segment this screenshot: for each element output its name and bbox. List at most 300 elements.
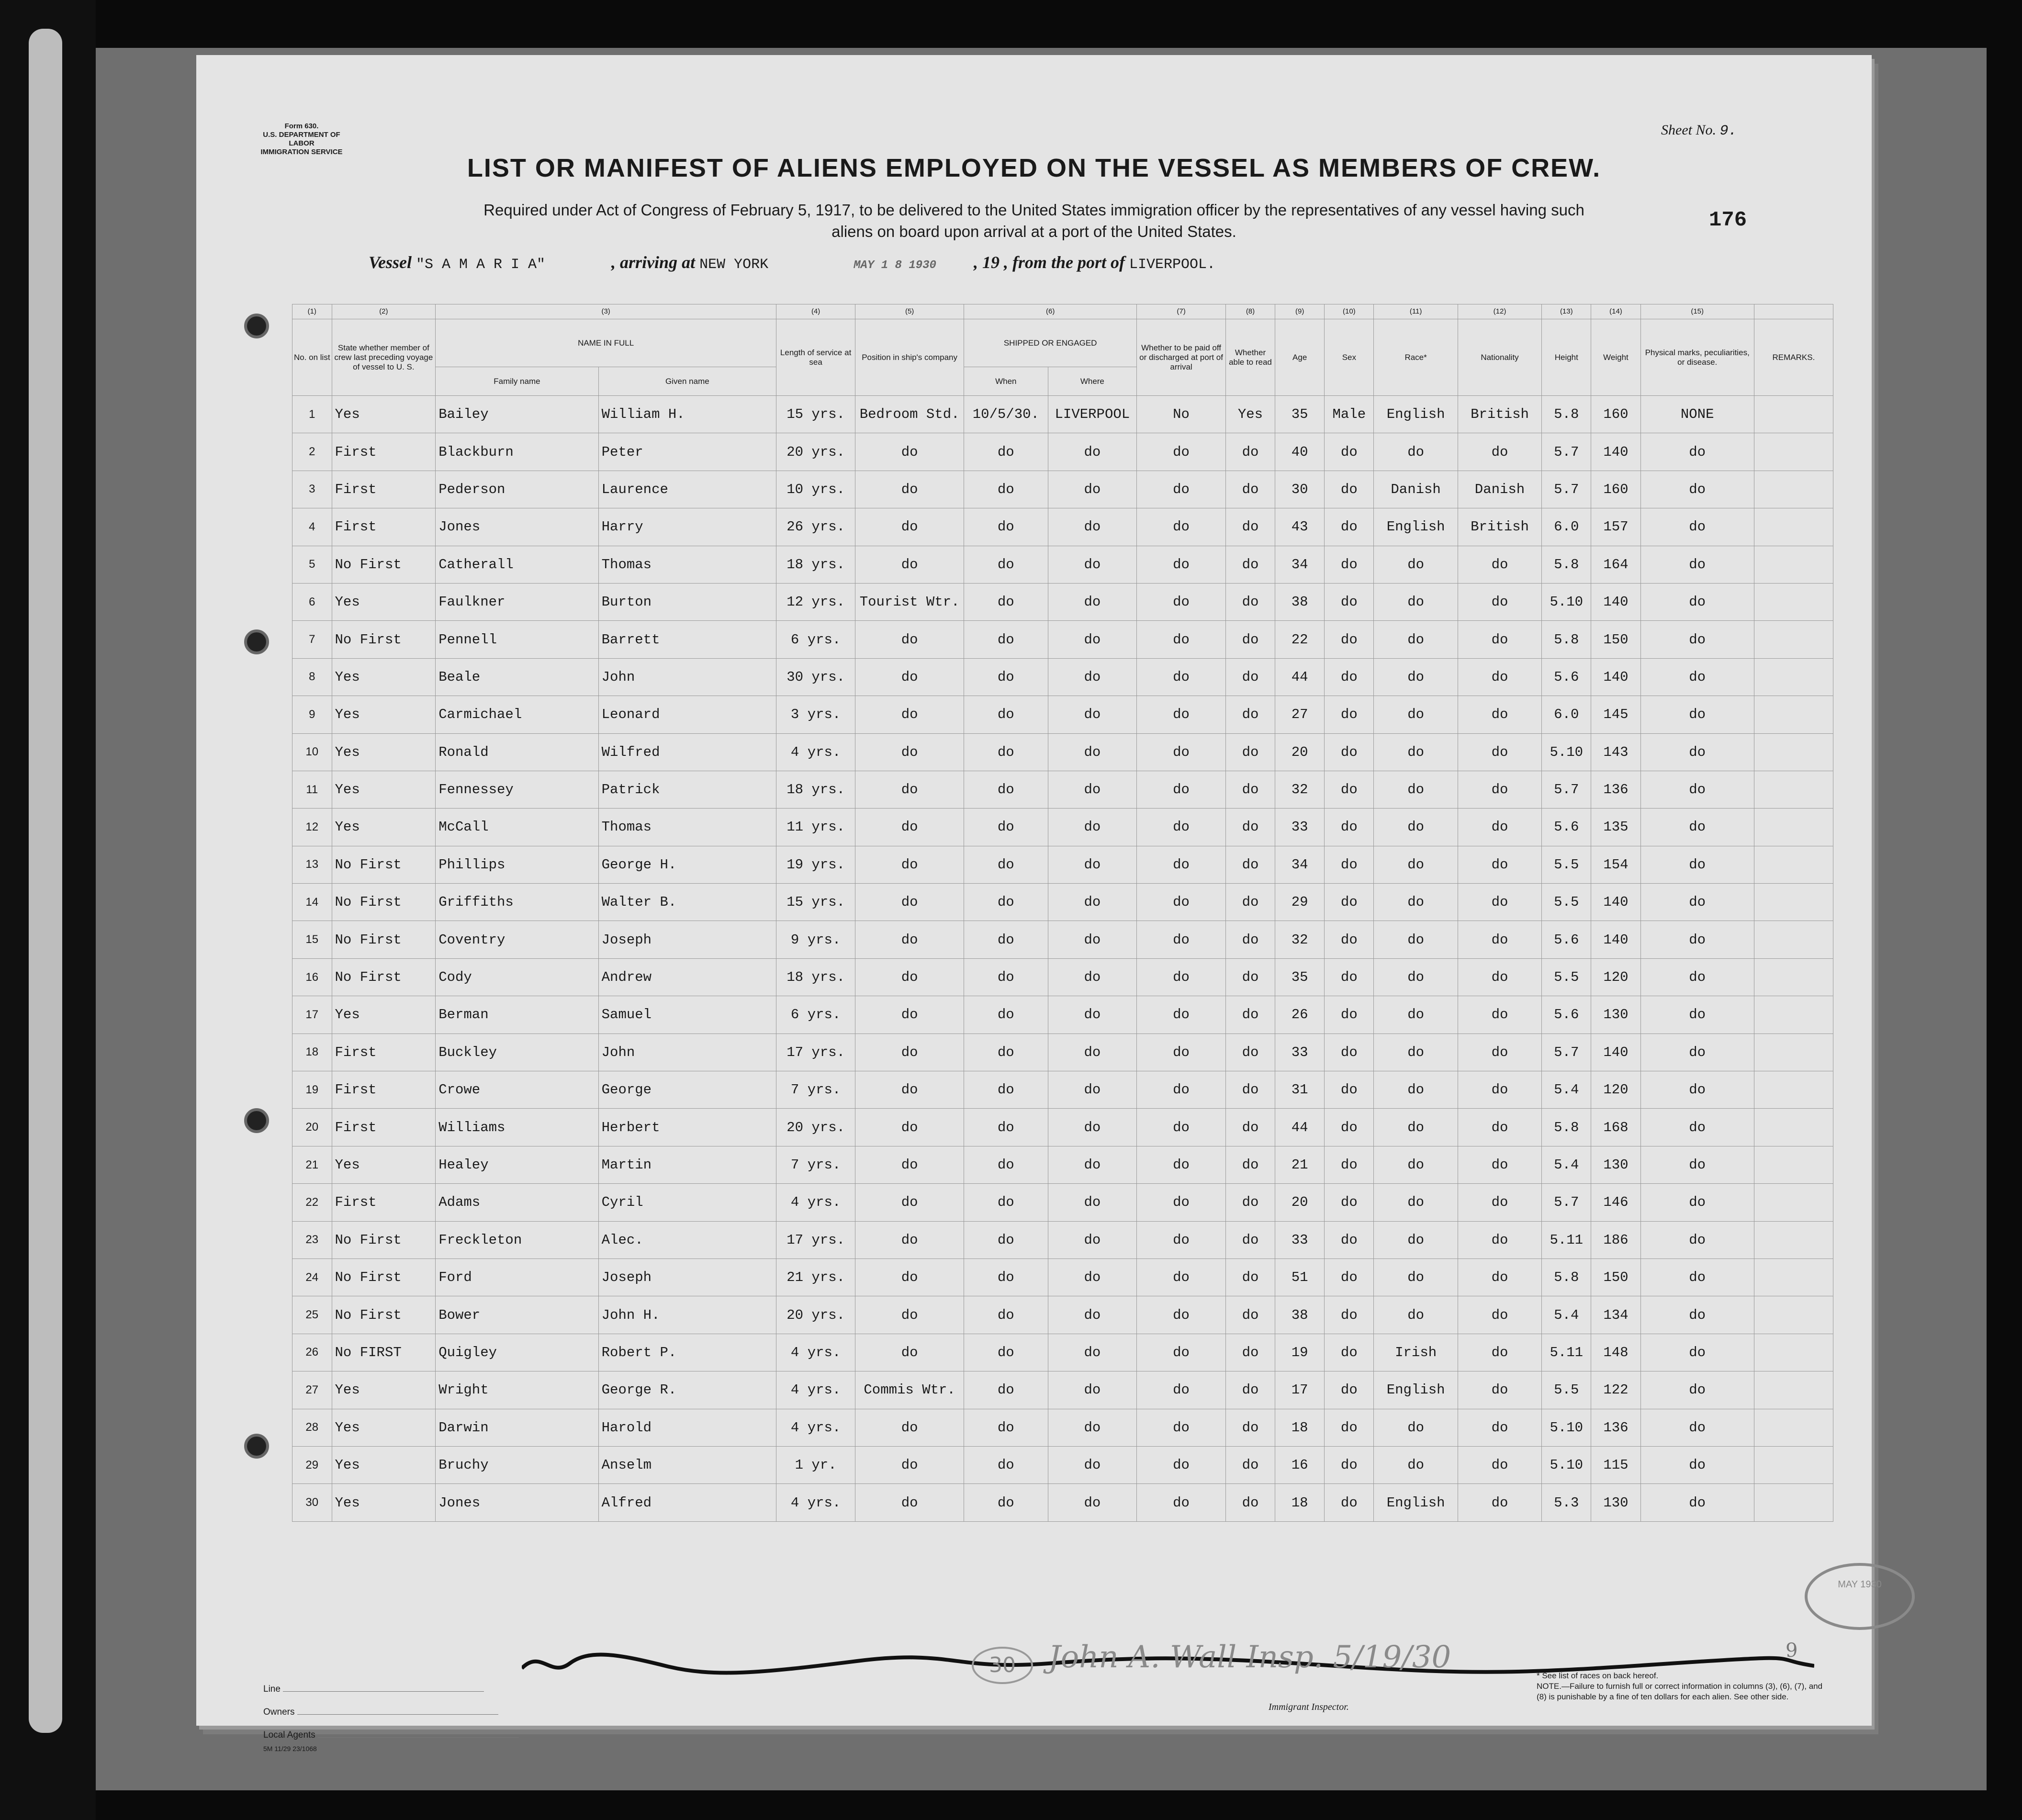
table-row (292, 1146, 1833, 1183)
cell-state: First (332, 1071, 436, 1109)
cell-when: 10/5/30. (964, 396, 1048, 433)
cell-nat: do (1458, 658, 1541, 696)
cell-nat: do (1458, 771, 1541, 808)
cell-length: 17 yrs. (776, 1221, 855, 1258)
col-num: (7) (1137, 304, 1226, 319)
cell-family: McCall (436, 809, 598, 846)
cell-read: do (1225, 1258, 1275, 1296)
cell-paid: do (1137, 583, 1226, 620)
table-row (292, 1034, 1833, 1071)
cell-no: 15 (292, 921, 332, 958)
form-identifier (254, 122, 349, 157)
cell-state: Yes (332, 1146, 436, 1183)
cell-read: do (1225, 1071, 1275, 1109)
cell-state: First (332, 1034, 436, 1071)
cell-marks: do (1640, 1146, 1754, 1183)
cell-where: do (1048, 583, 1137, 620)
cell-weight: 160 (1591, 396, 1640, 433)
cell-age: 35 (1275, 958, 1325, 996)
cell-height: 5.6 (1542, 921, 1591, 958)
date-stamp: MAY 1 8 1930 (854, 259, 936, 272)
cell-where: do (1048, 546, 1137, 583)
cell-state: No First (332, 1296, 436, 1334)
cell-marks: do (1640, 1334, 1754, 1371)
cell-height: 5.5 (1542, 958, 1591, 996)
cell-age: 33 (1275, 809, 1325, 846)
table-row (292, 546, 1833, 583)
cell-nat: do (1458, 1371, 1541, 1409)
header-name-in-full: NAME IN FULL (436, 319, 776, 367)
cell-race: do (1374, 771, 1458, 808)
cell-sex: do (1325, 471, 1374, 508)
cell-given: Joseph (598, 1258, 776, 1296)
col-num-empty (1754, 304, 1833, 319)
cell-height: 5.10 (1542, 1446, 1591, 1483)
cell-given: Martin (598, 1146, 776, 1183)
cell-length: 21 yrs. (776, 1258, 855, 1296)
from-port: LIVERPOOL. (1129, 257, 1215, 273)
cell-remarks (1754, 1146, 1833, 1183)
cell-state: Yes (332, 1371, 436, 1409)
cell-where: do (1048, 1371, 1137, 1409)
col-num: (9) (1275, 304, 1325, 319)
cell-read: do (1225, 696, 1275, 733)
cell-paid: do (1137, 1371, 1226, 1409)
cell-position: do (855, 846, 964, 883)
cell-height: 5.7 (1542, 771, 1591, 808)
cell-no: 17 (292, 996, 332, 1034)
cell-given: Leonard (598, 696, 776, 733)
cell-marks: do (1640, 996, 1754, 1034)
header-able-read: Whether able to read (1225, 319, 1275, 396)
cell-height: 6.0 (1542, 696, 1591, 733)
cell-marks: do (1640, 658, 1754, 696)
cell-marks: do (1640, 884, 1754, 921)
cell-age: 26 (1275, 996, 1325, 1034)
cell-marks: do (1640, 846, 1754, 883)
cell-given: George (598, 1071, 776, 1109)
cell-marks: NONE (1640, 396, 1754, 433)
cell-age: 34 (1275, 546, 1325, 583)
cell-marks: do (1640, 1446, 1754, 1483)
cell-length: 6 yrs. (776, 621, 855, 658)
punch-hole (244, 314, 269, 338)
cell-height: 5.5 (1542, 1371, 1591, 1409)
cell-race: do (1374, 958, 1458, 996)
cell-paid: do (1137, 1034, 1226, 1071)
cell-height: 5.8 (1542, 546, 1591, 583)
cell-when: do (964, 846, 1048, 883)
cell-marks: do (1640, 958, 1754, 996)
cell-read: do (1225, 1409, 1275, 1446)
cell-when: do (964, 433, 1048, 471)
cell-sex: do (1325, 996, 1374, 1034)
cell-weight: 136 (1591, 771, 1640, 808)
cell-position: Bedroom Std. (855, 396, 964, 433)
cell-when: do (964, 658, 1048, 696)
cell-paid: do (1137, 1146, 1226, 1183)
cell-given: Harold (598, 1409, 776, 1446)
cell-given: John H. (598, 1296, 776, 1334)
cell-family: Darwin (436, 1409, 598, 1446)
cell-when: do (964, 1109, 1048, 1146)
cell-given: John (598, 658, 776, 696)
cell-when: do (964, 1221, 1048, 1258)
header-weight: Weight (1591, 319, 1640, 396)
cell-age: 33 (1275, 1034, 1325, 1071)
cell-no: 1 (292, 396, 332, 433)
cell-marks: do (1640, 583, 1754, 620)
cell-state: First (332, 508, 436, 546)
cell-no: 13 (292, 846, 332, 883)
cell-sex: do (1325, 1409, 1374, 1446)
cell-marks: do (1640, 546, 1754, 583)
cell-remarks (1754, 1071, 1833, 1109)
cell-race: do (1374, 809, 1458, 846)
cell-when: do (964, 884, 1048, 921)
cell-no: 2 (292, 433, 332, 471)
cell-family: Bailey (436, 396, 598, 433)
cell-height: 5.7 (1542, 433, 1591, 471)
cell-read: do (1225, 546, 1275, 583)
cell-read: do (1225, 621, 1275, 658)
cell-no: 27 (292, 1371, 332, 1409)
binder-edge (0, 0, 96, 1820)
cell-race: English (1374, 1371, 1458, 1409)
cell-where: do (1048, 471, 1137, 508)
cell-paid: do (1137, 1258, 1226, 1296)
cell-remarks (1754, 546, 1833, 583)
table-row (292, 884, 1833, 921)
note-text: NOTE.—Failure to furnish full or correct information in columns (3), (6), (7), and (8) is punishable by a fine of ten dollars for each alien. See other side. (1537, 1682, 1823, 1701)
cell-position: do (855, 696, 964, 733)
table-row (292, 958, 1833, 996)
cell-where: do (1048, 1296, 1137, 1334)
header-physical-marks: Physical marks, peculiarities, or disease. (1640, 319, 1754, 396)
cell-state: No First (332, 846, 436, 883)
cell-nat: do (1458, 884, 1541, 921)
cell-race: do (1374, 1446, 1458, 1483)
cell-family: Berman (436, 996, 598, 1034)
col-num: (4) (776, 304, 855, 319)
cell-paid: do (1137, 884, 1226, 921)
cell-state: No FIRST (332, 1334, 436, 1371)
cell-paid: do (1137, 508, 1226, 546)
cell-where: do (1048, 1484, 1137, 1521)
cell-given: Samuel (598, 996, 776, 1034)
cell-marks: do (1640, 1184, 1754, 1221)
cell-height: 5.4 (1542, 1071, 1591, 1109)
year-label: , 19 (973, 253, 1000, 272)
cell-state: Yes (332, 1484, 436, 1521)
cell-sex: do (1325, 958, 1374, 996)
handwritten-sheet-number: 9 (1786, 1640, 1798, 1662)
cell-paid: do (1137, 1484, 1226, 1521)
crew-count-circle: 30 (972, 1647, 1033, 1684)
header-nationality: Nationality (1458, 319, 1541, 396)
cell-given: Patrick (598, 771, 776, 808)
cell-state: Yes (332, 583, 436, 620)
cell-read: do (1225, 733, 1275, 771)
cell-age: 22 (1275, 621, 1325, 658)
cell-paid: do (1137, 1296, 1226, 1334)
cell-no: 10 (292, 733, 332, 771)
cell-marks: do (1640, 1221, 1754, 1258)
cell-when: do (964, 696, 1048, 733)
cell-race: do (1374, 846, 1458, 883)
cell-remarks (1754, 1334, 1833, 1371)
cell-no: 16 (292, 958, 332, 996)
cell-weight: 150 (1591, 621, 1640, 658)
cell-nat: do (1458, 696, 1541, 733)
cell-read: do (1225, 1146, 1275, 1183)
cell-when: do (964, 471, 1048, 508)
cell-paid: do (1137, 1446, 1226, 1483)
cell-remarks (1754, 809, 1833, 846)
cell-when: do (964, 996, 1048, 1034)
cell-position: do (855, 433, 964, 471)
cell-age: 38 (1275, 583, 1325, 620)
page-number: 176 (1709, 208, 1747, 232)
col-num: (6) (964, 304, 1137, 319)
col-num: (2) (332, 304, 436, 319)
cell-where: do (1048, 1334, 1137, 1371)
header-length-service: Length of service at sea (776, 319, 855, 396)
cell-when: do (964, 1484, 1048, 1521)
table-row (292, 1184, 1833, 1221)
vessel-label: Vessel (369, 253, 412, 272)
cell-marks: do (1640, 1034, 1754, 1071)
vessel-name: "S A M A R I A" (416, 257, 546, 273)
cell-length: 12 yrs. (776, 583, 855, 620)
cell-remarks (1754, 1034, 1833, 1071)
cell-length: 10 yrs. (776, 471, 855, 508)
cell-nat: do (1458, 1258, 1541, 1296)
cell-family: Blackburn (436, 433, 598, 471)
cell-remarks (1754, 1484, 1833, 1521)
cell-age: 35 (1275, 396, 1325, 433)
cell-remarks (1754, 1409, 1833, 1446)
cell-remarks (1754, 1221, 1833, 1258)
cell-sex: do (1325, 884, 1374, 921)
cell-no: 28 (292, 1409, 332, 1446)
cell-length: 17 yrs. (776, 1034, 855, 1071)
cell-where: do (1048, 1409, 1137, 1446)
cell-read: Yes (1225, 396, 1275, 433)
column-header-row (292, 319, 1833, 367)
table-row (292, 921, 1833, 958)
cell-marks: do (1640, 508, 1754, 546)
cell-position: do (855, 1109, 964, 1146)
cell-where: do (1048, 433, 1137, 471)
cell-sex: do (1325, 733, 1374, 771)
line-field (263, 1678, 519, 1701)
cell-height: 5.5 (1542, 846, 1591, 883)
cell-family: Jones (436, 508, 598, 546)
cell-family: Ford (436, 1258, 598, 1296)
cell-length: 6 yrs. (776, 996, 855, 1034)
cell-marks: do (1640, 1409, 1754, 1446)
cell-height: 5.7 (1542, 1184, 1591, 1221)
table-row (292, 1071, 1833, 1109)
col-num: (15) (1640, 304, 1754, 319)
cell-position: do (855, 1446, 964, 1483)
cell-remarks (1754, 1184, 1833, 1221)
cell-height: 5.10 (1542, 733, 1591, 771)
col-num: (5) (855, 304, 964, 319)
cell-no: 12 (292, 809, 332, 846)
col-num: (10) (1325, 304, 1374, 319)
cell-nat: do (1458, 583, 1541, 620)
cell-state: Yes (332, 1446, 436, 1483)
cell-position: do (855, 1296, 964, 1334)
cell-given: Thomas (598, 809, 776, 846)
cell-when: do (964, 621, 1048, 658)
cell-length: 1 yr. (776, 1446, 855, 1483)
cell-race: do (1374, 583, 1458, 620)
cell-age: 18 (1275, 1484, 1325, 1521)
table-row (292, 658, 1833, 696)
cell-read: do (1225, 1371, 1275, 1409)
cell-family: Quigley (436, 1334, 598, 1371)
cell-length: 11 yrs. (776, 809, 855, 846)
cell-length: 20 yrs. (776, 1109, 855, 1146)
inspector-signature: John A. Wall Insp. 5/19/30 (1048, 1640, 1451, 1675)
cell-weight: 140 (1591, 884, 1640, 921)
cell-given: Thomas (598, 546, 776, 583)
cell-age: 44 (1275, 1109, 1325, 1146)
cell-family: Griffiths (436, 884, 598, 921)
cell-family: Ronald (436, 733, 598, 771)
cell-no: 20 (292, 1109, 332, 1146)
cell-remarks (1754, 658, 1833, 696)
cell-no: 8 (292, 658, 332, 696)
cell-read: do (1225, 809, 1275, 846)
cell-where: do (1048, 996, 1137, 1034)
cell-state: Yes (332, 771, 436, 808)
header-paid-off: Whether to be paid off or discharged at port of arrival (1137, 319, 1226, 396)
cell-height: 5.8 (1542, 1258, 1591, 1296)
cell-family: Crowe (436, 1071, 598, 1109)
col-num: (12) (1458, 304, 1541, 319)
cell-when: do (964, 958, 1048, 996)
cell-age: 40 (1275, 433, 1325, 471)
cell-state: No First (332, 621, 436, 658)
cell-age: 32 (1275, 771, 1325, 808)
cell-read: do (1225, 508, 1275, 546)
cell-given: Robert P. (598, 1334, 776, 1371)
cell-age: 27 (1275, 696, 1325, 733)
cell-when: do (964, 1409, 1048, 1446)
cell-height: 5.11 (1542, 1334, 1591, 1371)
cell-state: Yes (332, 809, 436, 846)
cell-nat: do (1458, 733, 1541, 771)
cell-sex: do (1325, 583, 1374, 620)
cell-paid: do (1137, 621, 1226, 658)
cell-height: 5.10 (1542, 583, 1591, 620)
department: U.S. DEPARTMENT OF LABOR (263, 131, 340, 147)
cell-length: 3 yrs. (776, 696, 855, 733)
cell-age: 31 (1275, 1071, 1325, 1109)
cell-read: do (1225, 1109, 1275, 1146)
cell-given: Alfred (598, 1484, 776, 1521)
cell-sex: do (1325, 1184, 1374, 1221)
cell-nat: British (1458, 396, 1541, 433)
cell-remarks (1754, 1296, 1833, 1334)
cell-sex: do (1325, 921, 1374, 958)
cell-position: do (855, 958, 964, 996)
cell-length: 30 yrs. (776, 658, 855, 696)
header-shipped: SHIPPED OR ENGAGED (964, 319, 1137, 367)
cell-marks: do (1640, 621, 1754, 658)
cell-read: do (1225, 433, 1275, 471)
cell-sex: do (1325, 1371, 1374, 1409)
cell-family: Bower (436, 1296, 598, 1334)
cell-marks: do (1640, 771, 1754, 808)
cell-state: Yes (332, 396, 436, 433)
cell-weight: 136 (1591, 1409, 1640, 1446)
cell-race: do (1374, 1184, 1458, 1221)
cell-when: do (964, 1034, 1048, 1071)
cell-length: 7 yrs. (776, 1146, 855, 1183)
cell-age: 44 (1275, 658, 1325, 696)
subtitle-line-1: Required under Act of Congress of February 5, 1917, to be delivered to the United States immigration officer by the representatives of any vessel having such (483, 201, 1584, 219)
cell-family: Carmichael (436, 696, 598, 733)
cell-position: do (855, 921, 964, 958)
column-number-row (292, 304, 1833, 319)
cell-race: English (1374, 396, 1458, 433)
header-no-on-list: No. on list (292, 319, 332, 396)
cell-paid: do (1137, 1071, 1226, 1109)
cell-given: Cyril (598, 1184, 776, 1221)
cell-state: First (332, 1184, 436, 1221)
cell-marks: do (1640, 733, 1754, 771)
cell-position: do (855, 1146, 964, 1183)
cell-no: 29 (292, 1446, 332, 1483)
cell-weight: 146 (1591, 1184, 1640, 1221)
cell-race: do (1374, 1109, 1458, 1146)
cell-position: Tourist Wtr. (855, 583, 964, 620)
cell-marks: do (1640, 921, 1754, 958)
cell-where: do (1048, 846, 1137, 883)
cell-weight: 148 (1591, 1334, 1640, 1371)
cell-weight: 130 (1591, 1484, 1640, 1521)
cell-remarks (1754, 921, 1833, 958)
table-row (292, 996, 1833, 1034)
cell-sex: do (1325, 809, 1374, 846)
cell-age: 32 (1275, 921, 1325, 958)
cell-weight: 140 (1591, 433, 1640, 471)
cell-race: do (1374, 921, 1458, 958)
cell-position: do (855, 809, 964, 846)
crew-rows (292, 396, 1833, 1522)
table-row (292, 809, 1833, 846)
subtitle-line-2: aliens on board upon arrival at a port of the United States. (831, 223, 1236, 240)
service: IMMIGRATION SERVICE (260, 148, 343, 156)
cell-sex: do (1325, 1109, 1374, 1146)
agents-field (263, 1724, 519, 1747)
cell-height: 5.6 (1542, 658, 1591, 696)
cell-position: do (855, 546, 964, 583)
cell-where: do (1048, 1071, 1137, 1109)
cell-sex: do (1325, 1034, 1374, 1071)
cell-family: Pennell (436, 621, 598, 658)
cell-nat: do (1458, 621, 1541, 658)
cell-state: No First (332, 1258, 436, 1296)
cell-read: do (1225, 471, 1275, 508)
cell-weight: 140 (1591, 921, 1640, 958)
cell-age: 21 (1275, 1146, 1325, 1183)
